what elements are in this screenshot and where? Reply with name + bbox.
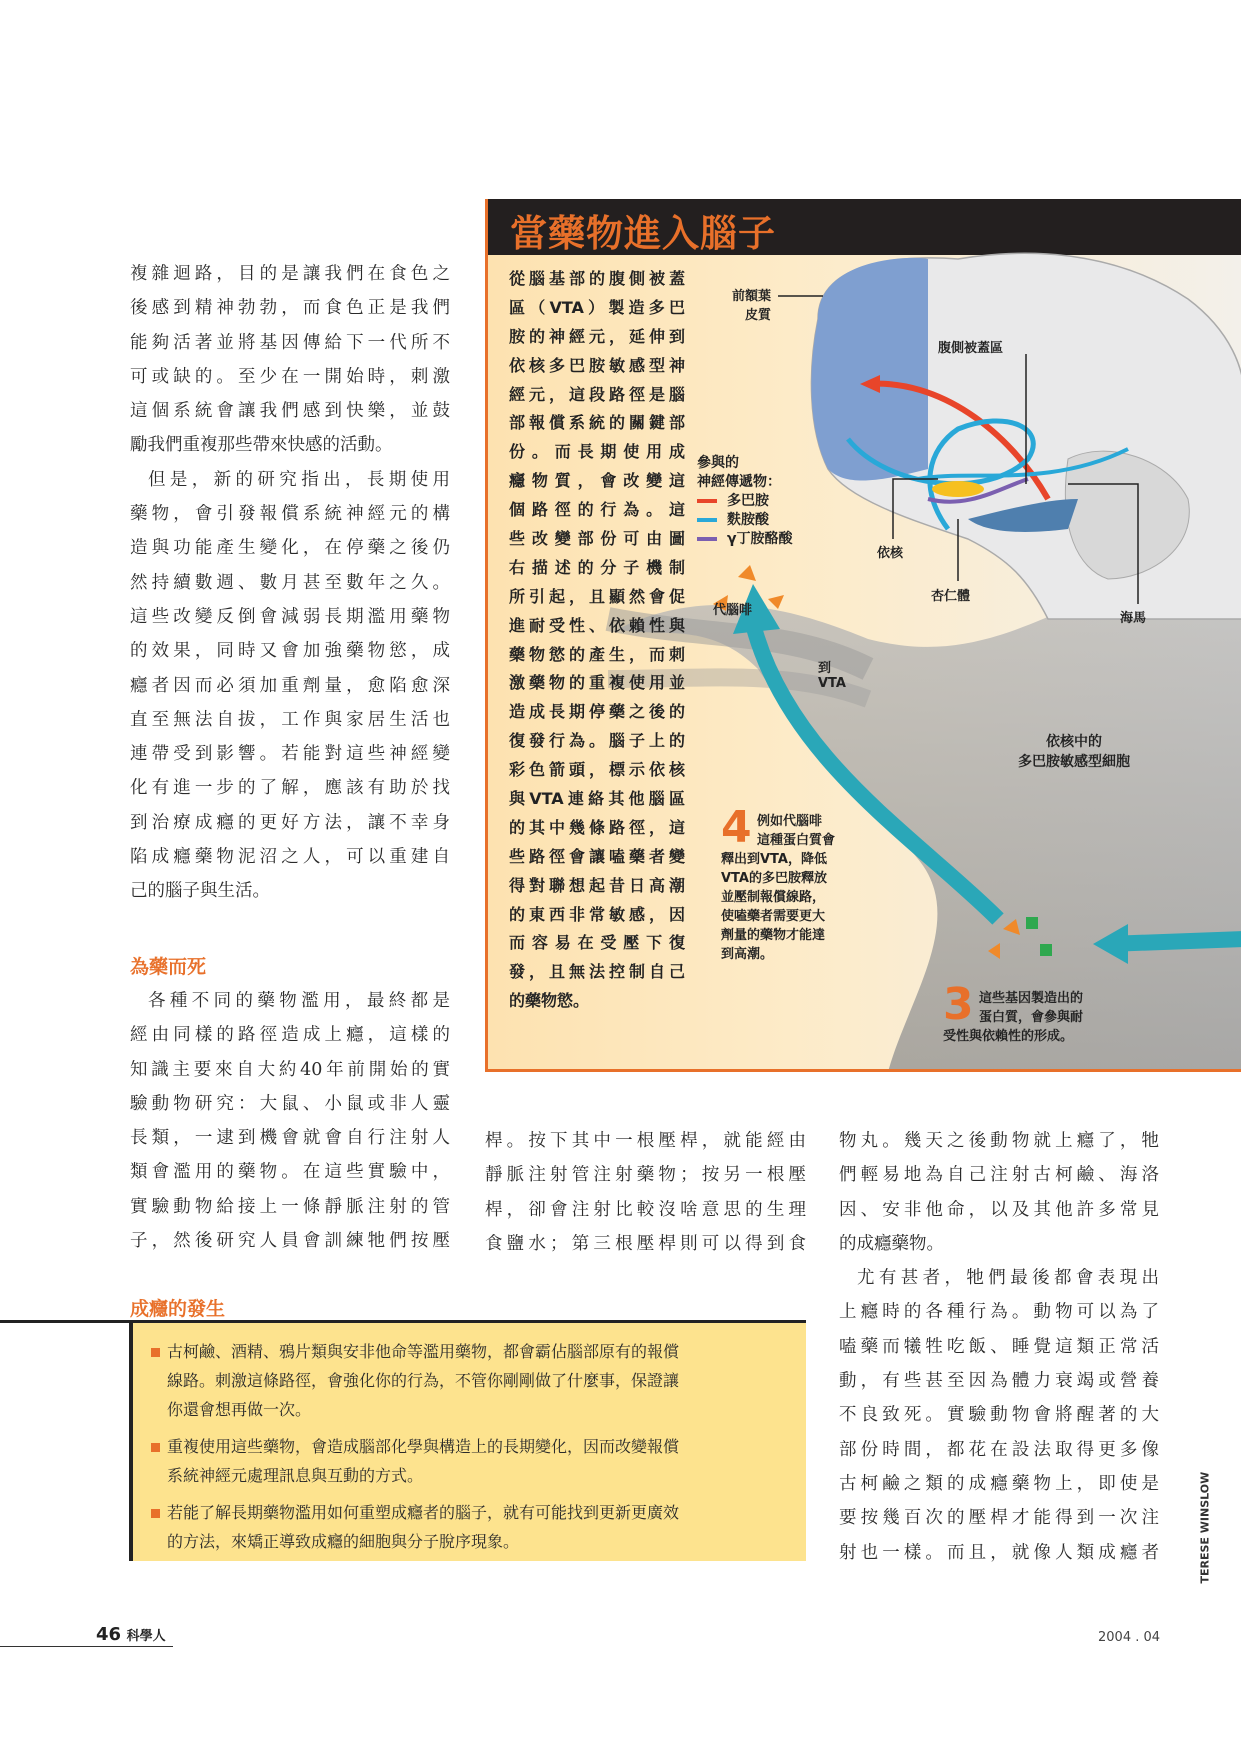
text-line: 然持續數週、數月甚至數年之久。 xyxy=(130,572,450,593)
infographic-title: 當藥物進入腦子 xyxy=(510,212,776,255)
legend-label: γ丁胺酪酸 xyxy=(727,531,793,547)
text-line: 激藥物的重複使用並 xyxy=(509,673,685,693)
text-line: 右描述的分子機制 xyxy=(509,557,685,577)
text-line: 長類，一逮到機會就會自行注射人 xyxy=(130,1128,450,1149)
text-line: 但是，新的研究指出，長期使用 xyxy=(148,469,450,490)
legend-item xyxy=(697,530,793,549)
key-point xyxy=(151,1337,679,1424)
footer-rule xyxy=(0,1646,173,1647)
legend-swatch xyxy=(697,518,717,522)
section-heading: 為藥而死 xyxy=(130,956,207,978)
key-point-line: 線路。刺激這條路徑，會強化你的行為，不管你剛剛做了什麼事，保證讓 xyxy=(167,1371,680,1390)
key-point xyxy=(151,1432,679,1490)
step-number: 3 xyxy=(943,979,974,1030)
text-line: 癮者因而必須加重劑量，愈陷愈深 xyxy=(130,675,450,696)
text-line: 彩色箭頭，標示依核 xyxy=(509,760,685,780)
text-line: 些改變部份可由圖 xyxy=(509,529,685,549)
magazine-name: 科學人 xyxy=(126,1629,166,1644)
text-line: 這些基因製造出的 xyxy=(979,991,1084,1006)
text-line: 子，然後研究人員會訓練牠們按壓 xyxy=(130,1231,450,1252)
text-line: 胺的神經元，延伸到 xyxy=(509,326,685,346)
issue-date: 2004 . 04 xyxy=(1098,1630,1161,1645)
text-line: 依核多巴胺敏感型神 xyxy=(509,355,685,375)
text-line: 使嗑藥者需要更大 xyxy=(721,909,826,924)
text-line: 這個系統會讓我們感到快樂，並鼓 xyxy=(130,401,450,422)
text-line: 與VTA連絡其他腦區 xyxy=(509,789,685,809)
key-point-line: 的方法，來矯正導致成癮的細胞與分子脫序現象。 xyxy=(167,1532,520,1551)
text-line: 劑量的藥物才能達 xyxy=(721,928,826,943)
text-line: 複雜迴路，目的是讓我們在食色之 xyxy=(130,264,450,284)
text-line: 得對聯想起昔日高潮 xyxy=(509,875,685,895)
text-line: 經元，這段路徑是腦 xyxy=(509,384,685,404)
text-line: 的效果，同時又會加強藥物慾，成 xyxy=(130,641,450,662)
text-line: 經由同樣的路徑造成上癮，這樣的 xyxy=(130,1025,450,1046)
text-line: 受性與依賴性的形成。 xyxy=(943,1029,1074,1044)
text-line: 可或缺的。至少在一開始時，刺激 xyxy=(130,366,450,387)
text-line: 的藥物慾。 xyxy=(509,991,590,1011)
bullet-icon xyxy=(151,1348,160,1357)
text-line: 連帶受到影響。若能對這些神經變 xyxy=(130,744,450,765)
legend-label: 多巴胺 xyxy=(727,493,769,509)
text-line: 區（VTA）製造多巴 xyxy=(509,297,685,317)
label-nucleus-accumbens: 依核 xyxy=(877,546,904,561)
key-point-line: 你還會想再做一次。 xyxy=(167,1400,312,1419)
label-amygdala: 杏仁體 xyxy=(931,589,971,604)
text-line: 到高潮。 xyxy=(721,947,774,962)
divider xyxy=(0,1320,130,1323)
bullet-icon xyxy=(151,1443,160,1452)
text-line: 桿，卻會注射比較沒啥意思的生理 xyxy=(485,1199,806,1220)
key-point-line: 重複使用這些藥物，會造成腦部化學與構造上的長期變化，因而改變報償 xyxy=(151,1432,679,1461)
text-line: 而容易在受壓下復 xyxy=(509,933,685,953)
text-line: 的東西非常敏感，因 xyxy=(509,904,685,924)
step-3-caption xyxy=(943,979,1118,1046)
key-concepts-box xyxy=(129,1320,806,1561)
text-line: 上癮時的各種行為。動物可以為了 xyxy=(839,1302,1159,1323)
text-line: 食鹽水；第三根壓桿則可以得到食 xyxy=(485,1233,806,1254)
infographic-body-text xyxy=(509,265,685,1016)
step-number: 4 xyxy=(721,802,752,853)
text-line: 例如代腦啡 xyxy=(757,814,823,829)
text-line: 癮物質，會改變這 xyxy=(509,471,685,491)
legend-label: 麩胺酸 xyxy=(727,512,769,528)
text-line: 不良致死。實驗動物會將醒著的大 xyxy=(839,1405,1159,1426)
text-line: 物丸。幾天之後動物就上癮了，牠 xyxy=(839,1131,1159,1151)
text-line: 部份時間，都花在設法取得更多像 xyxy=(839,1439,1159,1460)
text-line: 進耐受性、依賴性與 xyxy=(509,615,685,635)
label-hippocampus: 海馬 xyxy=(1120,611,1147,626)
text-line: 各種不同的藥物濫用，最終都是 xyxy=(148,991,450,1011)
key-point xyxy=(151,1498,679,1556)
text-line: 並壓制報償線路， xyxy=(721,890,826,905)
legend-item xyxy=(697,511,793,530)
label-morphine: 代腦啡 xyxy=(713,603,753,618)
text-line: 造與功能產生變化，在停藥之後仍 xyxy=(130,538,450,559)
text-line: 類會濫用的藥物。在這些實驗中， xyxy=(130,1162,450,1183)
text-line: 桿。按下其中一根壓桿，就能經由 xyxy=(485,1131,806,1151)
text-line: 勵我們重複那些帶來快感的活動。 xyxy=(130,435,393,456)
left-text-column xyxy=(130,257,450,909)
text-line: 化有進一步的了解，應該有助於找 xyxy=(130,778,450,799)
text-line: 這種蛋白質會 xyxy=(757,833,836,848)
key-point-line: 若能了解長期藥物濫用如何重塑成癮者的腦子，就有可能找到更新更廣效 xyxy=(151,1498,679,1527)
key-point-line: 古柯鹼、酒精、鴉片類與安非他命等濫用藥物，都會霸佔腦部原有的報償 xyxy=(151,1337,679,1366)
text-line: 靜脈注射管注射藥物；按另一根壓 xyxy=(485,1165,806,1186)
left-text-column-2 xyxy=(130,984,450,1258)
text-line: 們輕易地為自己注射古柯鹼、海洛 xyxy=(839,1165,1159,1186)
neurotransmitter-legend: 參與的 神經傳遞物： 多巴胺 麩胺酸 γ丁胺酪酸 xyxy=(697,455,793,547)
label-dopamine-cell: 依核中的 多巴胺敏感型細胞 xyxy=(1018,734,1130,770)
middle-text-column xyxy=(485,1124,806,1261)
page-number: 46 xyxy=(96,1624,122,1645)
text-line: 造成長期停藥之後的 xyxy=(509,702,685,722)
photo-credit: TERESE WINSLOW xyxy=(1198,1471,1212,1584)
text-line: 藥物，會引發報償系統神經元的構 xyxy=(130,504,450,525)
text-line: 直至無法自拔，工作與家居生活也 xyxy=(130,709,450,730)
text-line: 部報償系統的關鍵部 xyxy=(509,413,685,433)
legend-swatch xyxy=(697,537,717,541)
text-line: 驗動物研究：大鼠、小鼠或非人靈 xyxy=(130,1093,450,1114)
prefrontal-cortex xyxy=(811,258,928,481)
key-point-line: 系統神經元處理訊息與互動的方式。 xyxy=(167,1466,424,1485)
text-line: 後感到精神勃勃，而食色正是我們 xyxy=(130,298,450,319)
text-line: 些路徑會讓嗑藥者變 xyxy=(509,846,685,866)
right-text-column xyxy=(839,1124,1159,1570)
text-line: 這些改變反倒會減弱長期濫用藥物 xyxy=(130,606,450,627)
text-line: 所引起，且顯然會促 xyxy=(509,586,685,606)
text-line: 的成癮藥物。 xyxy=(839,1233,944,1254)
text-line: 嗑藥而犧牲吃飯、睡覺這類正常活 xyxy=(839,1336,1159,1357)
label-to-vta: 到 VTA xyxy=(818,661,846,691)
text-line: 古柯鹼之類的成癮藥物上，即使是 xyxy=(839,1473,1159,1494)
bullet-icon xyxy=(151,1509,160,1518)
label-prefrontal-cortex: 前額葉 皮質 xyxy=(732,289,772,323)
text-line: 到治療成癮的更好方法，讓不幸身 xyxy=(130,812,450,833)
text-line: 的其中幾條路徑，這 xyxy=(509,817,685,837)
text-line: 尤有甚者，牠們最後都會表現出 xyxy=(857,1268,1159,1289)
text-line: 能夠活著並將基因傳給下一代所不 xyxy=(130,332,450,353)
text-line: VTA的多巴胺釋放 xyxy=(721,871,827,886)
text-line: 射也一樣。而且，就像人類成癮者 xyxy=(839,1542,1159,1563)
key-concepts-heading: 成癮的發生 xyxy=(130,1298,226,1320)
text-line: 份。而長期使用成 xyxy=(509,442,685,462)
text-line: 復發行為。腦子上的 xyxy=(509,731,685,751)
legend-swatch xyxy=(697,499,717,503)
text-line: 釋出到VTA，降低 xyxy=(721,852,827,867)
text-line: 從腦基部的腹側被蓋 xyxy=(509,269,685,288)
text-line: 陷成癮藥物泥沼之人，可以重建自 xyxy=(130,847,450,868)
label-vta: 腹側被蓋區 xyxy=(938,341,1004,356)
text-line: 知識主要來自大約40年前開始的實 xyxy=(130,1059,450,1080)
text-line: 要按幾百次的壓桿才能得到一次注 xyxy=(839,1508,1159,1529)
step-4-caption xyxy=(721,802,856,964)
text-line: 因、安非他命，以及其他許多常見 xyxy=(839,1199,1159,1220)
text-line: 蛋白質，會參與耐 xyxy=(979,1010,1084,1025)
text-line: 發，且無法控制自己 xyxy=(509,962,685,982)
text-line: 動，有些甚至因為體力衰竭或營養 xyxy=(839,1371,1159,1392)
text-line: 實驗動物給接上一條靜脈注射的管 xyxy=(130,1196,450,1217)
text-line: 己的腦子與生活。 xyxy=(130,881,270,902)
footer-page xyxy=(96,1624,166,1645)
text-line: 個路徑的行為。這 xyxy=(509,500,685,520)
text-line: 藥物慾的產生，而刺 xyxy=(509,644,685,664)
infographic-box xyxy=(485,199,1241,1072)
legend-item xyxy=(697,492,793,511)
